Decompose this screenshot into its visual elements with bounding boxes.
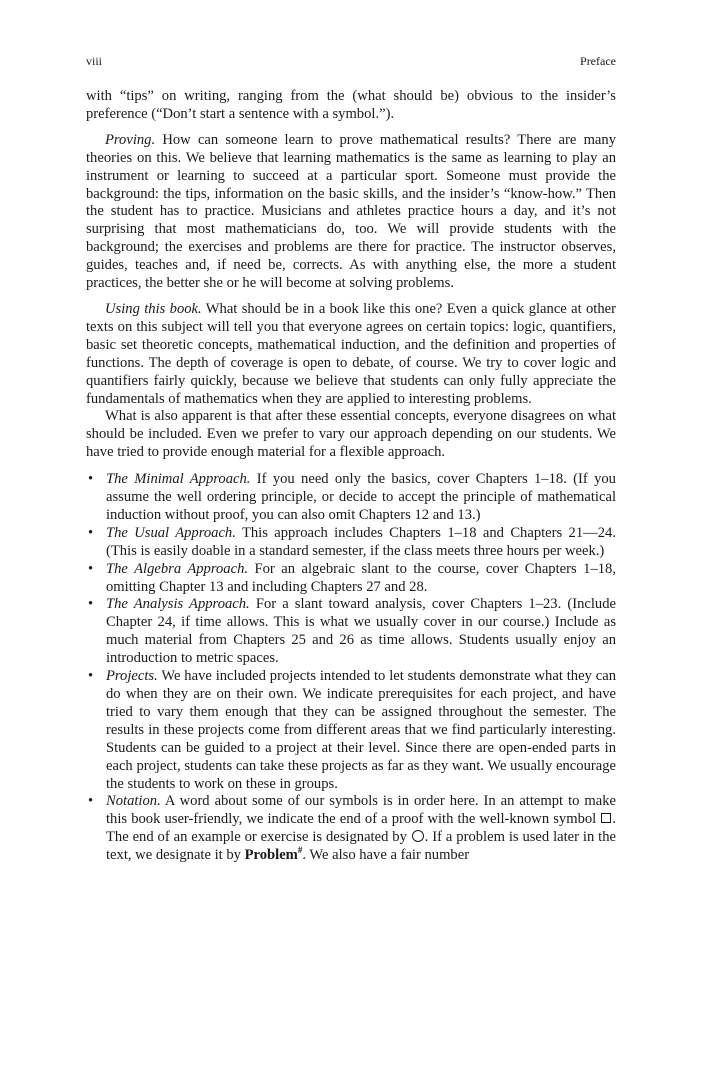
proving-text: How can someone learn to prove mathematical results? There are many theories on this. We believe that learning mathematics is the same as learning to play an instrument or learning to succeed at a particular sport. Someone must provide the background: the tips, information on the basic skills, and the insider’s “know-how.” Then the student has to practice. Musicians and athletes practice hours a day, and it’s not surprising that most mathematicians do, too. We will provide students with the background; the exercises and problems are there for practice. The instructor observes, guides, teaches and, if need be, corrects. As with anything else, the more a student practices, the better she or he will become at solving problems. [86, 131, 616, 292]
proving-heading: Proving. [105, 131, 156, 148]
bullet-heading: The Analysis Approach. [106, 596, 250, 613]
bullet-text: We have included projects intended to let students demonstrate what they can do when they are on their own. We indicate prerequisites for each project, and have tried to vary them enough that they can be assigned throughout the semester. The results in these projects come from different areas that we find particularly interesting. Students can be guided to a project at their level. Since there are open-ended parts in each project, students can take these projects as far as they want. We usually encourage the students to work on these in groups. [106, 668, 616, 792]
list-item [86, 561, 616, 597]
using-text: What should be in a book like this one? Even a quick glance at other texts on this subject will tell you that everyone agrees on certain topics: logic, quantifiers, basic set theoretic concepts, mathematical induction, and the definition and properties of functions. The depth of coverage is open to debate, of course. We try to cover logic and quantifiers fairly quickly, because we believe that students can only fully appreciate the fundamentals of mathematics when they are applied to interesting problems. [86, 300, 616, 407]
bullet-text: For an algebraic slant to the course, cover Chapters 1–18, omitting Chapter 13 and including Chapters 27 and 28. [106, 560, 616, 595]
notation-text-1: A word about some of our symbols is in order here. In an attempt to make this book user-friendly, we indicate the end of a proof with the well-known symbol [106, 793, 616, 828]
paragraph-proving [86, 132, 616, 293]
using-heading: Using this book. [105, 300, 202, 317]
running-header [86, 54, 616, 68]
bullet-text: This approach includes Chapters 1–18 and Chapters 21—24. (This is easily doable in a standard semester, if the class meets three hours per week.) [106, 524, 616, 559]
bullet-text: If you need only the basics, cover Chapters 1–18. (If you assume the well ordering principle, or decide to accept the principle of mathematical induction without proof, you can also omit Chapters 12 and 13.) [106, 471, 616, 523]
list-item [86, 668, 616, 793]
end-of-example-circle-icon [412, 830, 424, 842]
bullet-text: For a slant toward analysis, cover Chapters 1–23. (Include Chapter 24, if time allows. This is what we usually cover in our course.) Include as much material from Chapters 25 and 26 as time allows. Students usually enjoy an introduction to metric spaces. [106, 596, 616, 667]
paragraph-tips: with “tips” on writing, ranging from the (what should be) obvious to the insider’s preference (“Don’t start a sentence with a symbol.”). [86, 88, 616, 122]
notation-text-3: . If a problem is used later in the text, we designate it by [106, 829, 616, 864]
list-item [86, 471, 616, 525]
bullet-heading: The Minimal Approach. [106, 471, 251, 488]
notation-text-4: . We also have a fair number [302, 847, 470, 864]
page-number: viii [86, 54, 103, 68]
end-of-proof-box-icon [601, 813, 611, 823]
bullet-heading: The Usual Approach. [106, 524, 236, 541]
problem-superscript: # [297, 845, 303, 856]
problem-word: Problem [244, 847, 298, 864]
page [86, 54, 616, 865]
bullet-heading: Projects. [106, 668, 158, 685]
notation-text-2: . The end of an example or exercise is designated by [106, 811, 616, 846]
paragraph-using-this-book [86, 301, 616, 408]
list-item-notation [86, 793, 616, 865]
section-title: Preface [580, 54, 616, 68]
list-item [86, 596, 616, 668]
notation-heading: Notation. [106, 793, 161, 810]
paragraph-apparent: What is also apparent is that after these essential concepts, everyone disagrees on what should be included. Even we prefer to vary our approach depending on our students. We have tried to provide enough material for a flexible approach. [86, 408, 616, 461]
bullet-heading: The Algebra Approach. [106, 560, 249, 577]
list-item [86, 525, 616, 561]
approach-list [86, 471, 616, 865]
